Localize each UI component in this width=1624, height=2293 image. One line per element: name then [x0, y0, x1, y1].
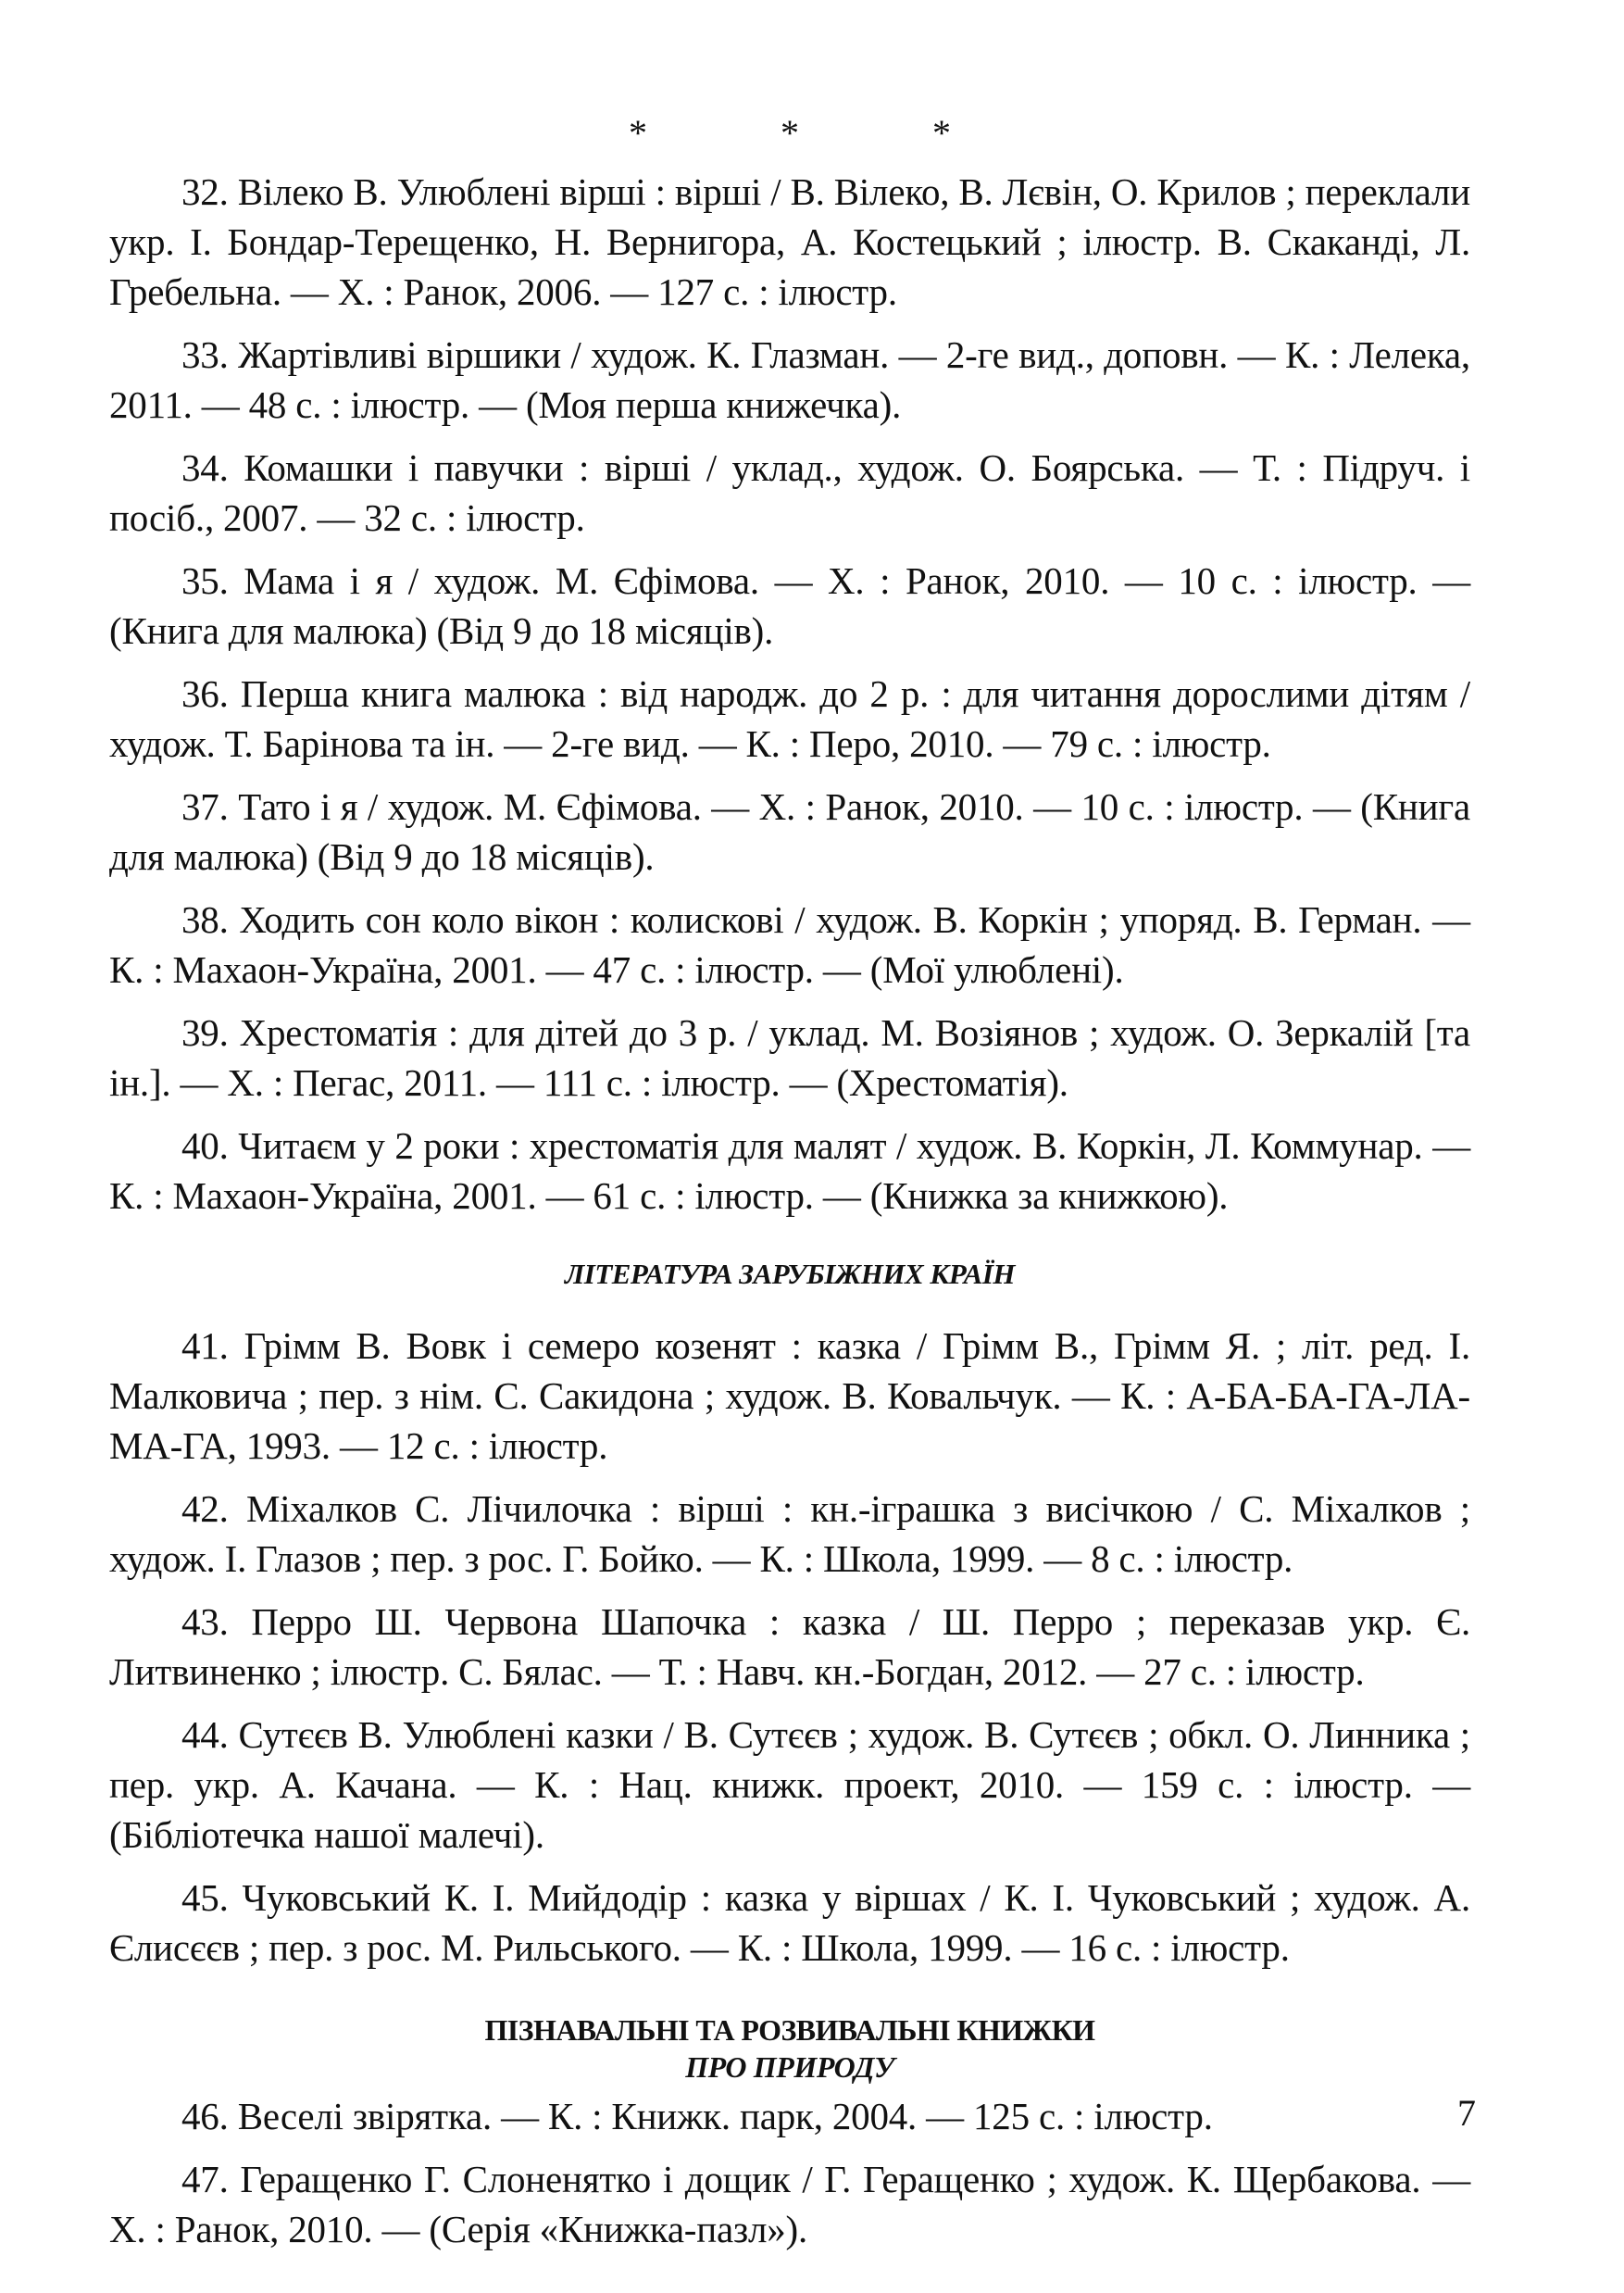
bibliography-entry-38: 38. Ходить сон коло вікон : колискові / худож. В. Коркін ; упоряд. В. Герман. — К. : Махаон-Україна, 2001. — 47 с. : ілюстр. — (Мої улюблені). [109, 898, 1470, 991]
bibliography-entry-41: 41. Грімм В. Вовк і семеро козенят : казка / Грімм В., Грімм Я. ; літ. ред. І. Малковича ; пер. з нім. С. Сакидона ; худож. В. Ковальчук. — К. : А-БА-БА-ГА-ЛА-МА-ГА, 1993. — 12 с. : ілюстр. [109, 1324, 1470, 1467]
bibliography-entry-45: 45. Чуковський К. І. Мийдодір : казка у віршах / К. І. Чуковський ; худож. А. Єлисєєв ; пер. з рос. М. Рильського. — К. : Школа, 1999. — 16 с. : ілюстр. [109, 1876, 1470, 1969]
section-separator [109, 109, 1470, 157]
separator-asterisk: * [781, 112, 799, 154]
bibliography-entry-46: 46. Веселі звірятка. — К. : Книжк. парк, 2004. — 125 с. : ілюстр. [181, 2095, 1213, 2137]
document-page [109, 109, 1470, 2267]
bibliography-entry-33: 33. Жартівливі віршики / худож. К. Глазман. — 2-ге вид., доповн. — К. : Лелека, 2011. — 48 с. : ілюстр. — (Моя перша книжечка). [109, 333, 1470, 426]
bibliography-entry-34: 34. Комашки і павучки : вірші / уклад., худож. О. Боярська. — Т. : Підруч. і посіб., 2007. — 32 с. : ілюстр. [109, 446, 1470, 539]
section-heading-cognitive-books: ПІЗНАВАЛЬНІ ТА РОЗВИВАЛЬНІ КНИЖКИ [484, 2013, 1095, 2047]
page-number: 7 [1457, 2092, 1476, 2134]
bibliography-entry-40: 40. Читаєм у 2 роки : хрестоматія для малят / худож. В. Коркін, Л. Коммунар. — К. : Махаон-Україна, 2001. — 61 с. : ілюстр. — (Книжка за книжкою). [109, 1124, 1470, 1217]
bibliography-entry-43: 43. Перро Ш. Червона Шапочка : казка / Ш. Перро ; переказав укр. Є. Литвиненко ; ілюстр. С. Бялас. — Т. : Навч. кн.-Богдан, 2012. — 27 с. : ілюстр. [109, 1600, 1470, 1693]
bibliography-entry-35: 35. Мама і я / худож. М. Єфімова. — Х. : Ранок, 2010. — 10 с. : ілюстр. — (Книга для малюка) (Від 9 до 18 місяців). [109, 559, 1470, 652]
bibliography-entry-36: 36. Перша книга малюка : від народж. до 2 р. : для читання дорослими дітям / худож. Т. Барінова та ін. — 2-ге вид. — К. : Перо, 2010. — 79 с. : ілюстр. [109, 672, 1470, 765]
bibliography-entry-42: 42. Міхалков С. Лічилочка : вірші : кн.-іграшка з висічкою / С. Міхалков ; худож. І. Глазов ; пер. з рос. Г. Бойко. — К. : Школа, 1999. — 8 с. : ілюстр. [109, 1487, 1470, 1580]
bibliography-entry-44: 44. Сутєєв В. Улюблені казки / В. Сутєєв ; худож. В. Сутєєв ; обкл. О. Линника ; пер. укр. А. Качана. — К. : Нац. книжк. проект, 2010. — 159 с. : ілюстр. — (Бібліотечка нашої малечі). [109, 1713, 1470, 1856]
bibliography-entry-32: 32. Вілеко В. Улюблені вірші : вірші / В. Вілеко, В. Лєвін, О. Крилов ; переклали укр. І. Бондар-Терещенко, Н. Вернигора, А. Костецький ; ілюстр. В. Скаканді, Л. Гребельна. — Х. : Ранок, 2006. — 127 с. : ілюстр. [109, 170, 1470, 313]
subsection-heading-nature: ПРО ПРИРОДУ [685, 2050, 894, 2084]
separator-asterisk: * [932, 112, 951, 154]
bibliography-entry-39: 39. Хрестоматія : для дітей до 3 р. / уклад. М. Возіянов ; худож. О. Зеркалій [та ін.]. — Х. : Пегас, 2011. — 111 с. : ілюстр. — (Хрестоматія). [109, 1011, 1470, 1104]
bibliography-entry-47: 47. Геращенко Г. Слоненятко і дощик / Г. Геращенко ; худож. К. Щербакова. — Х. : Ранок, 2010. — (Серія «Книжка-пазл»). [109, 2158, 1470, 2250]
bibliography-entry-37: 37. Тато і я / худож. М. Єфімова. — Х. : Ранок, 2010. — 10 с. : ілюстр. — (Книга для малюка) (Від 9 до 18 місяців). [109, 785, 1470, 878]
section-heading-foreign-literature: ЛІТЕРАТУРА ЗАРУБІЖНИХ КРАЇН [564, 1258, 1015, 1290]
separator-asterisk: * [629, 112, 647, 154]
